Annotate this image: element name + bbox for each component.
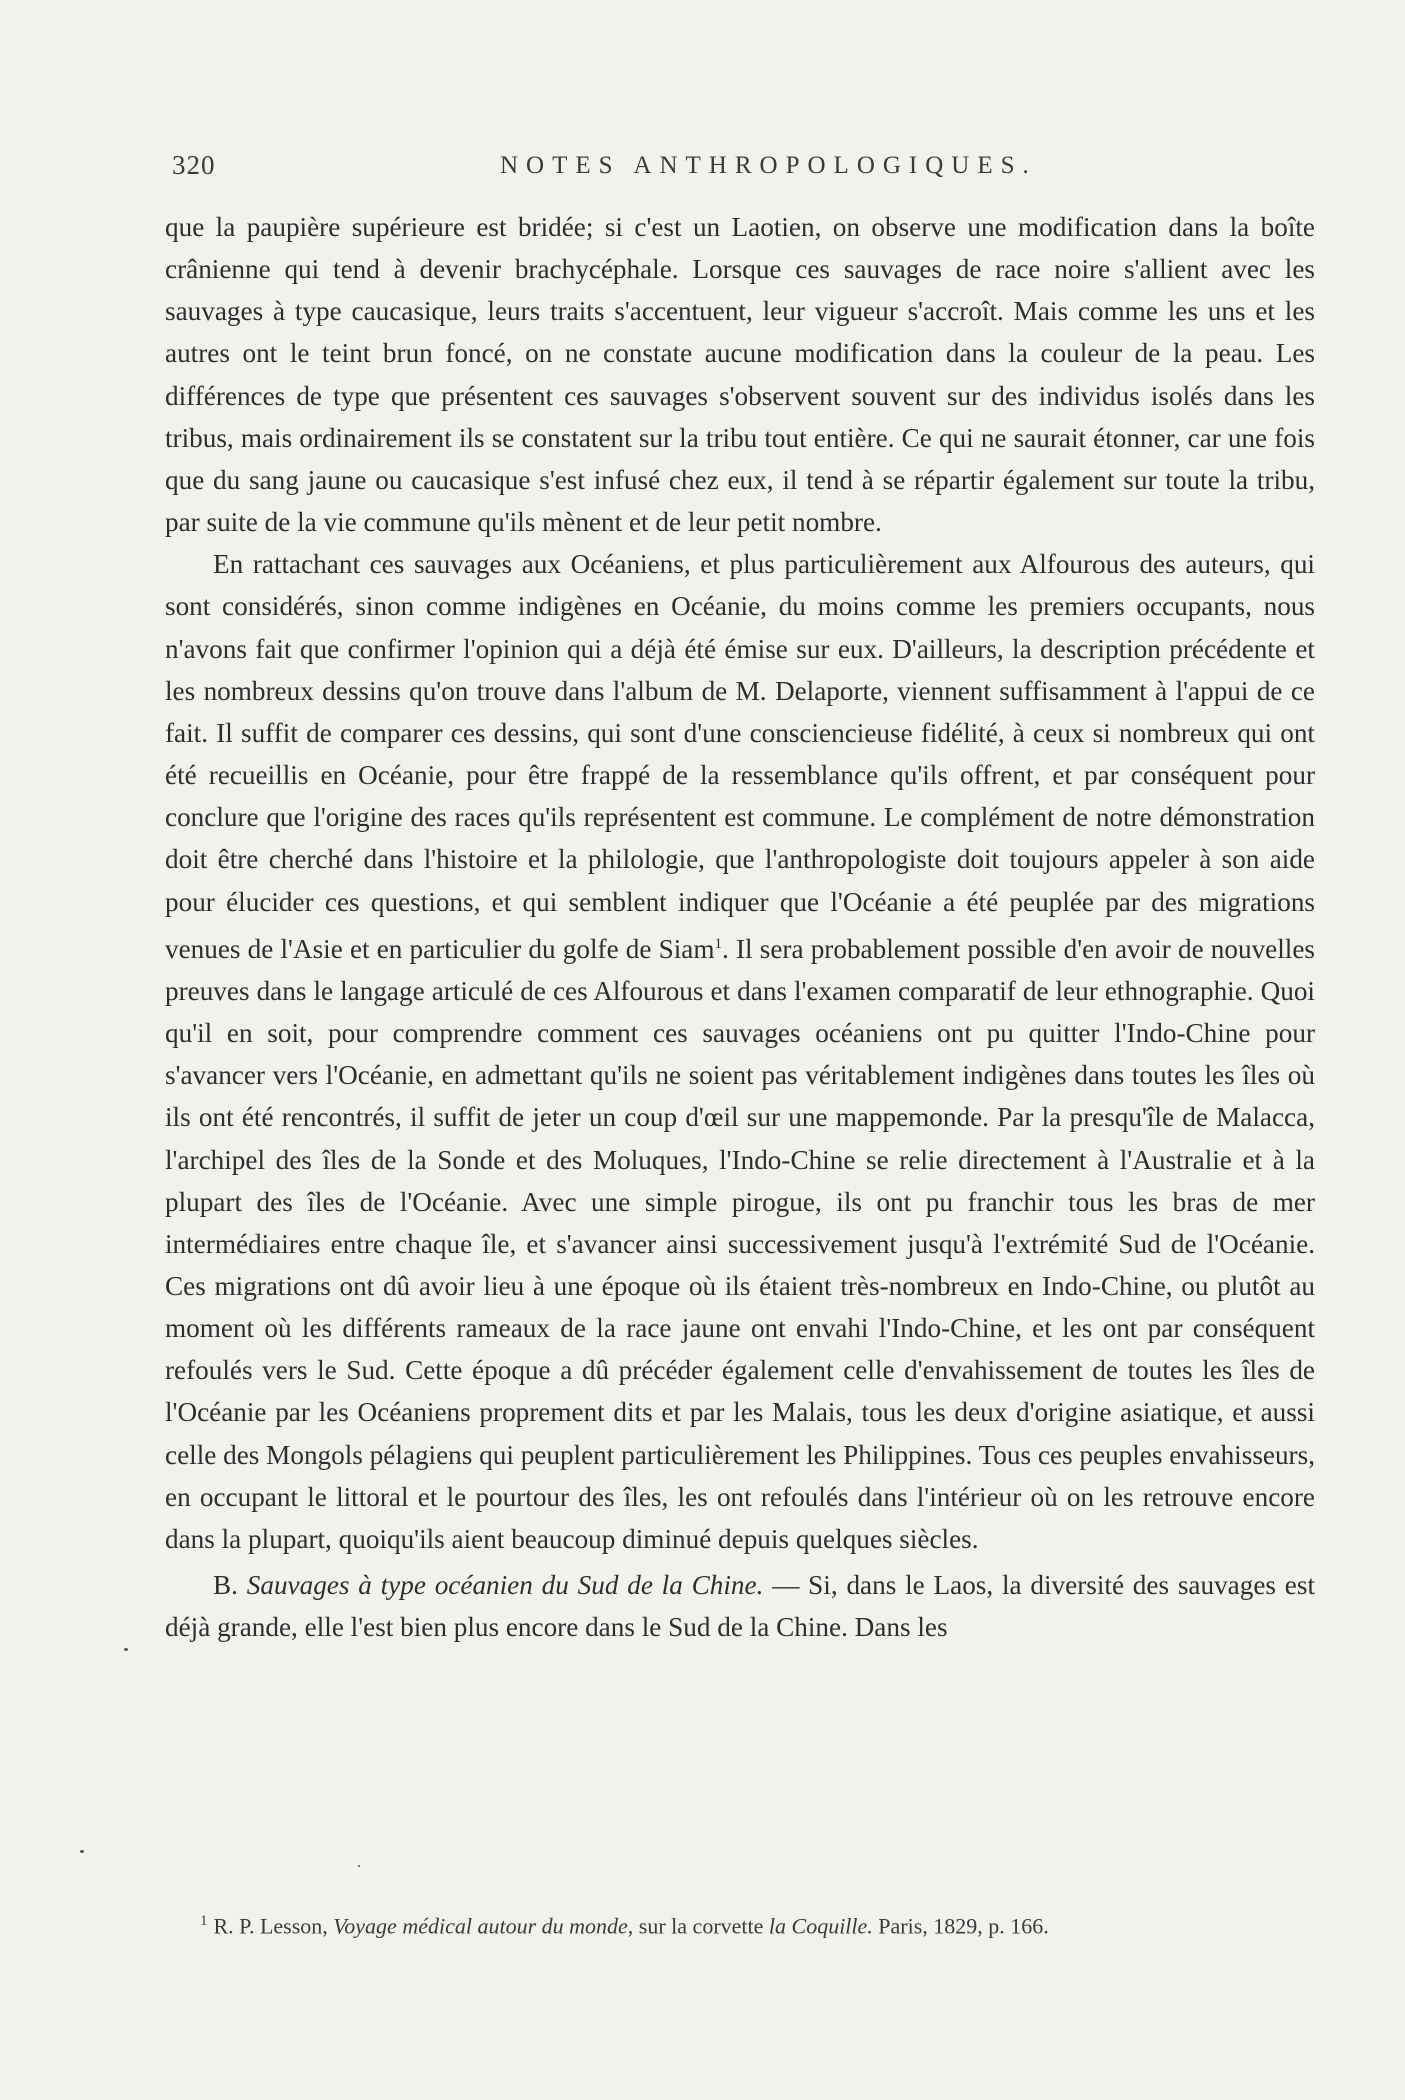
footnote-middle: sur la corvette [638, 1913, 764, 1939]
page-header [170, 150, 1315, 190]
paper-speck [358, 1865, 360, 1867]
footnote-reference[interactable]: 1 [714, 935, 723, 952]
footnote-author: R. P. Lesson, [213, 1913, 328, 1939]
main-text [165, 206, 1315, 1648]
paragraph-1: que la paupière supérieure est bridée; si c'est un Laotien, on observe une modification dans la boîte crânienne qui tend à devenir brachycéphale. Lorsque ces sauvages de race noire s'allient avec les sauvages à type caucasique, leurs traits s'accentuent, leur vigueur s'accroît. Mais comme les uns et les autres ont le teint brun foncé, on ne constate aucune modification dans la couleur de la peau. Les différences de type que présentent ces sauvages s'observent souvent sur des individus isolés dans les tribus, mais ordinairement ils se constatent sur la tribu tout entière. Ce qui ne saurait étonner, car une fois que du sang jaune ou caucasique s'est infusé chez eux, il tend à se répartir également sur toute la tribu, par suite de la vie commune qu'ils mènent et de leur petit nombre. [165, 212, 1315, 538]
paragraph-2 [165, 543, 1315, 1560]
paragraph-2-text: En rattachant ces sauvages aux Océaniens, et plus particulièrement aux Alfourous des auteurs, qui sont considérés, sinon comme indigènes en Océanie, du moins comme les premiers occupants, nous n'avons fait que confirmer l'opinion qui a déjà été émise sur eux. D'ailleurs, la description précédente et les nombreux dessins qu'on trouve dans l'album de M. Delaporte, viennent suffisamment à l'appui de ce fait. Il suffit de comparer ces dessins, qui sont d'une consciencieuse fidélité, à ceux si nombreux qui ont été recueillis en Océanie, pour être frappé de la ressemblance qu'ils offrent, et par conséquent pour conclure que l'origine des races qu'ils représentent est commune. Le complément de notre démonstration doit être cherché dans l'histoire et la philologie, que l'anthropologiste doit toujours appeler à son aide pour élucider ces questions, et qui semblent indiquer que l'Océanie a été peuplée par des migrations venues de l'Asie et en particulier du golfe de Siam [165, 549, 1315, 964]
paper-speck [124, 1648, 128, 1651]
section-label: B. [213, 1570, 238, 1601]
paper-speck [80, 1850, 84, 1853]
paragraph-3 [165, 1564, 1315, 1648]
footnote-ship: la Coquille. [768, 1913, 873, 1939]
footnote-end: Paris, 1829, p. 166. [878, 1913, 1049, 1939]
footnote-mark: 1 [200, 1913, 208, 1929]
paragraph-2-continuation: . Il sera probablement possible d'en avoir de nouvelles preuves dans le langage articulé de ces Alfourous et dans l'examen comparatif de leur ethnographie. Quoi qu'il en soit, pour comprendre comment ces sauvages océaniens ont pu quitter l'Indo-Chine pour s'avancer vers l'Océanie, en admettant qu'ils ne soient pas véritablement indigènes dans toutes les îles où ils ont été rencontrés, il suffit de jeter un coup d'œil sur une mappemonde. Par la presqu'île de Malacca, l'archipel des îles de la Sonde et des Moluques, l'Indo-Chine se relie directement à l'Australie et à la plupart des îles de l'Océanie. Avec une simple pirogue, ils ont pu franchir tous les bras de mer intermédiaires entre chaque île, et s'avancer ainsi successivement jusqu'à l'extrémité Sud de l'Océanie. Ces migrations ont dû avoir lieu à une époque où ils étaient très-nombreux en Indo-Chine, ou plutôt au moment où les différents rameaux de la race jaune ont envahi l'Indo-Chine, et les ont par conséquent refoulés vers le Sud. Cette époque a dû précéder également celle d'envahissement de toutes les îles de l'Océanie par les Océaniens proprement dits et par les Malais, tous les deux d'origine asiatique, et aussi celle des Mongols pélagiens qui peuplent particulièrement les Philippines. Tous ces peuples envahisseurs, en occupant le littoral et le pourtour des îles, les ont refoulés dans l'intérieur où on les retrouve encore dans la plupart, quoiqu'ils aient beaucoup diminué depuis quelques siècles. [165, 933, 1315, 1554]
paragraph-3-text: — Si, dans le Laos, la diversité des sauvages est déjà grande, elle l'est bien plus encore dans le Sud de la Chine. Dans les [165, 1570, 1315, 1643]
footnote [200, 1906, 1310, 1941]
section-title: Sauvages à type océanien du Sud de la Chine. [246, 1570, 764, 1601]
footnote-title: Voyage médical autour du monde, [333, 1913, 634, 1939]
running-title: NOTES ANTHROPOLOGIQUES. [500, 152, 1037, 179]
page-number: 320 [172, 150, 216, 180]
